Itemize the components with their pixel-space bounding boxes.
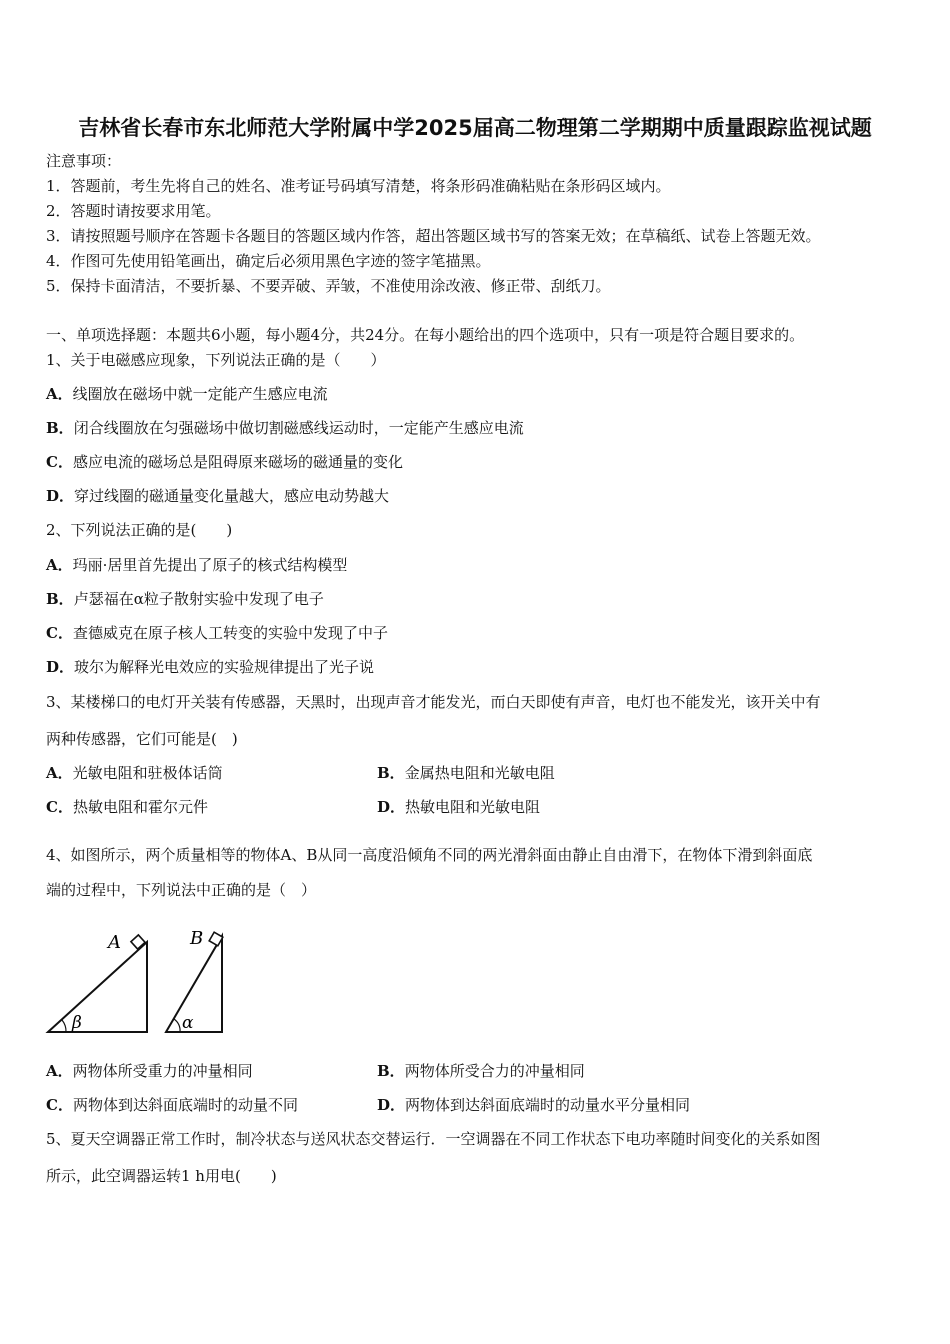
option-text: 两物体所受重力的冲量相同 bbox=[72, 1062, 253, 1080]
option-text: 两物体到达斜面底端时的动量水平分量相同 bbox=[405, 1096, 691, 1114]
angle-alpha-arc bbox=[174, 1019, 180, 1032]
q5-stem-cont: 所示，此空调器运转1 h用电( ) bbox=[46, 1167, 277, 1185]
q1-option-a bbox=[46, 384, 328, 404]
exam-title: 吉林省长春市东北师范大学附属中学2025届高二物理第二学期期中质量跟踪监视试题 bbox=[78, 116, 872, 140]
q1-option-b bbox=[46, 418, 524, 438]
notice-item: 3．请按照题号顺序在答题卡各题目的答题区域内作答，超出答题区域书写的答案无效；在草稿纸、试卷上答题无效。 bbox=[46, 227, 821, 245]
label-a: A bbox=[108, 932, 121, 953]
notice-item: 2．答题时请按要求用笔。 bbox=[46, 202, 221, 220]
option-letter: D． bbox=[46, 658, 75, 676]
q2-option-b bbox=[46, 589, 324, 609]
q3-stem: 3、某楼梯口的电灯开关装有传感器，天黑时，出现声音才能发光，而白天即使有声音，电灯也不能发光，该开关中有 bbox=[46, 693, 821, 711]
option-letter: B． bbox=[377, 764, 405, 782]
option-text: 线圈放在磁场中就一定能产生感应电流 bbox=[72, 385, 328, 403]
option-text: 卢瑟福在α粒子散射实验中发现了电子 bbox=[73, 590, 324, 608]
option-letter: B． bbox=[377, 1062, 405, 1080]
option-text: 感应电流的磁场总是阻碍原来磁场的磁通量的变化 bbox=[72, 453, 403, 471]
section-heading: 一、单项选择题：本题共6小题，每小题4分，共24分。在每小题给出的四个选项中，只有一项是符合题目要求的。 bbox=[46, 326, 805, 344]
label-alpha: α bbox=[182, 1013, 194, 1033]
incline-b bbox=[166, 936, 222, 1032]
q4-option-b bbox=[377, 1061, 585, 1081]
q4-option-d bbox=[377, 1095, 690, 1115]
q3-option-c bbox=[46, 797, 208, 817]
notice-item: 4．作图可先使用铅笔画出，确定后必须用黑色字迹的签字笔描黑。 bbox=[46, 252, 491, 270]
q3-option-a bbox=[46, 763, 223, 783]
q4-option-a bbox=[46, 1061, 253, 1081]
option-text: 光敏电阻和驻极体话筒 bbox=[72, 764, 223, 782]
block-b bbox=[209, 932, 223, 946]
option-text: 玻尔为解释光电效应的实验规律提出了光子说 bbox=[74, 658, 375, 676]
option-letter: B． bbox=[46, 590, 74, 608]
option-letter: B． bbox=[46, 419, 74, 437]
q3-option-d bbox=[377, 797, 540, 817]
option-letter: C． bbox=[46, 453, 73, 471]
q3-stem-cont: 两种传感器，它们可能是( ) bbox=[46, 730, 238, 748]
option-text: 穿过线圈的磁通量变化量越大，感应电动势越大 bbox=[74, 487, 390, 505]
q4-option-c bbox=[46, 1095, 298, 1115]
label-beta: β bbox=[72, 1013, 82, 1033]
q3-option-b bbox=[377, 763, 555, 783]
q2-option-a bbox=[46, 555, 347, 575]
option-text: 金属热电阻和光敏电阻 bbox=[404, 764, 555, 782]
q1-stem: 1、关于电磁感应现象，下列说法正确的是（ ） bbox=[46, 351, 386, 369]
q1-option-c bbox=[46, 452, 403, 472]
q5-stem: 5、夏天空调器正常工作时，制冷状态与送风状态交替运行．一空调器在不同工作状态下电功率随时间变化的关系如图 bbox=[46, 1130, 821, 1148]
notice-heading: 注意事项： bbox=[46, 152, 122, 170]
q2-stem: 2、下列说法正确的是( ) bbox=[46, 521, 233, 539]
option-letter: C． bbox=[46, 798, 73, 816]
option-text: 闭合线圈放在匀强磁场中做切割磁感线运动时，一定能产生感应电流 bbox=[73, 419, 524, 437]
incline-a bbox=[48, 942, 147, 1032]
option-text: 热敏电阻和霍尔元件 bbox=[72, 798, 208, 816]
q2-option-c bbox=[46, 623, 388, 643]
inclined-planes-figure bbox=[44, 924, 244, 1036]
option-text: 玛丽·居里首先提出了原子的核式结构模型 bbox=[72, 556, 348, 574]
option-text: 两物体所受合力的冲量相同 bbox=[404, 1062, 585, 1080]
option-letter: D． bbox=[46, 487, 75, 505]
option-letter: C． bbox=[46, 624, 73, 642]
q1-option-d bbox=[46, 486, 389, 506]
notice-item: 5．保持卡面清洁，不要折暴、不要弄破、弄皱，不准使用涂改液、修正带、刮纸刀。 bbox=[46, 277, 611, 295]
notice-item: 1．答题前，考生先将自己的姓名、准考证号码填写清楚，将条形码准确粘贴在条形码区域内。 bbox=[46, 177, 671, 195]
option-letter: A． bbox=[46, 385, 73, 403]
q2-option-d bbox=[46, 657, 374, 677]
label-b: B bbox=[190, 928, 204, 949]
option-letter: D． bbox=[377, 798, 406, 816]
option-text: 查德威克在原子核人工转变的实验中发现了中子 bbox=[72, 624, 388, 642]
option-text: 两物体到达斜面底端时的动量不同 bbox=[72, 1096, 298, 1114]
option-letter: D． bbox=[377, 1096, 406, 1114]
angle-beta-arc bbox=[62, 1020, 66, 1032]
option-letter: A． bbox=[46, 764, 73, 782]
option-letter: A． bbox=[46, 1062, 73, 1080]
option-text: 热敏电阻和光敏电阻 bbox=[405, 798, 541, 816]
option-letter: A． bbox=[46, 556, 73, 574]
option-letter: C． bbox=[46, 1096, 73, 1114]
q4-stem: 4、如图所示，两个质量相等的物体A、B从同一高度沿倾角不同的两光滑斜面由静止自由滑下，在物体下滑到斜面底 bbox=[46, 846, 813, 864]
q4-stem-cont: 端的过程中，下列说法中正确的是（ ） bbox=[46, 881, 317, 899]
